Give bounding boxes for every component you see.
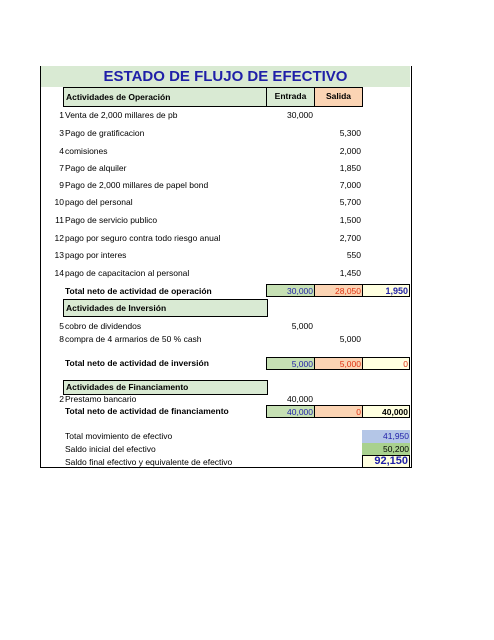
row-description: pago por interes	[65, 250, 127, 260]
row-salida: 1,500	[339, 215, 361, 225]
saldo-final-value: 92,150	[362, 455, 410, 468]
row-number: 10	[54, 197, 64, 207]
row-salida: 2,700	[339, 233, 361, 243]
row-description: pago del personal	[65, 197, 133, 207]
section-header-financiamiento: Actividades de Financiamento	[63, 380, 268, 395]
row-salida: 550	[346, 250, 361, 260]
total-operacion-label: Total neto de actividad de operación	[65, 286, 212, 296]
row-description: pago por seguro contra todo riesgo anual	[65, 233, 221, 243]
row-number: 14	[54, 268, 64, 278]
row-description: comisiones	[65, 146, 108, 156]
movimiento-label: Total movimiento de efectivo	[65, 431, 173, 441]
row-number: 4	[59, 146, 64, 156]
row-salida: 1,450	[339, 268, 361, 278]
row-salida: 5,300	[339, 128, 361, 138]
row-number: 11	[55, 215, 64, 225]
row-number: 13	[54, 250, 64, 260]
row-salida: 1,850	[339, 163, 361, 173]
section-header-operacion: Actividades de Operación	[63, 87, 268, 107]
total-financiamiento-label: Total neto de actividad de financiamento	[65, 406, 229, 416]
saldo-final-label: Saldo final efectivo y equivalente de efectivo	[65, 457, 233, 467]
row-description: Prestamo bancario	[65, 394, 137, 404]
total-operacion-neto: 1,950	[362, 284, 410, 297]
row-entrada: 40,000	[287, 394, 313, 404]
row-description: Pago de alquiler	[65, 163, 127, 173]
total-operacion-salida: 28,050	[314, 284, 363, 297]
row-salida: 2,000	[339, 146, 361, 156]
saldo-inicial-label: Saldo inicial del efectivo	[65, 444, 156, 454]
total-inversion-neto: 0	[362, 357, 410, 370]
row-description: Pago de servicio publico	[65, 215, 158, 225]
row-entrada: 30,000	[287, 110, 313, 120]
total-financiamiento-entrada: 40,000	[266, 405, 315, 418]
row-number: 8	[59, 334, 64, 344]
movimiento-value: 41,950	[362, 430, 410, 443]
row-number: 3	[59, 128, 64, 138]
row-number: 9	[59, 180, 64, 190]
total-operacion-entrada: 30,000	[266, 284, 315, 297]
total-inversion-label: Total neto de actividad de inversión	[65, 358, 209, 368]
saldo-inicial-value: 50,200	[362, 443, 410, 456]
row-description: pago de capacitacion al personal	[65, 268, 190, 278]
row-number: 2	[59, 394, 64, 404]
column-header-entrada: Entrada	[266, 87, 315, 107]
row-number: 12	[54, 233, 64, 243]
total-inversion-salida: 5,000	[314, 357, 363, 370]
section-header-inversion: Actividades de Inversión	[63, 299, 268, 317]
row-number: 1	[59, 110, 64, 120]
total-inversion-entrada: 5,000	[266, 357, 315, 370]
total-financiamiento-salida: 0	[314, 405, 363, 418]
row-description: compra de 4 armarios de 50 % cash	[65, 334, 202, 344]
row-number: 7	[59, 163, 64, 173]
row-description: Pago de 2,000 millares de papel bond	[65, 180, 209, 190]
column-header-salida: Salida	[314, 87, 363, 107]
total-financiamiento-neto: 40,000	[362, 405, 410, 418]
row-salida: 7,000	[339, 180, 361, 190]
row-description: cobro de dividendos	[65, 321, 142, 331]
row-description: Pago de gratificacion	[65, 128, 145, 138]
page-title: ESTADO DE FLUJO DE EFECTIVO	[103, 68, 348, 85]
row-entrada: 5,000	[291, 321, 313, 331]
row-description: Venta de 2,000 millares de pb	[65, 110, 178, 120]
row-number: 5	[59, 321, 64, 331]
row-salida: 5,700	[339, 197, 361, 207]
row-salida: 5,000	[339, 334, 361, 344]
